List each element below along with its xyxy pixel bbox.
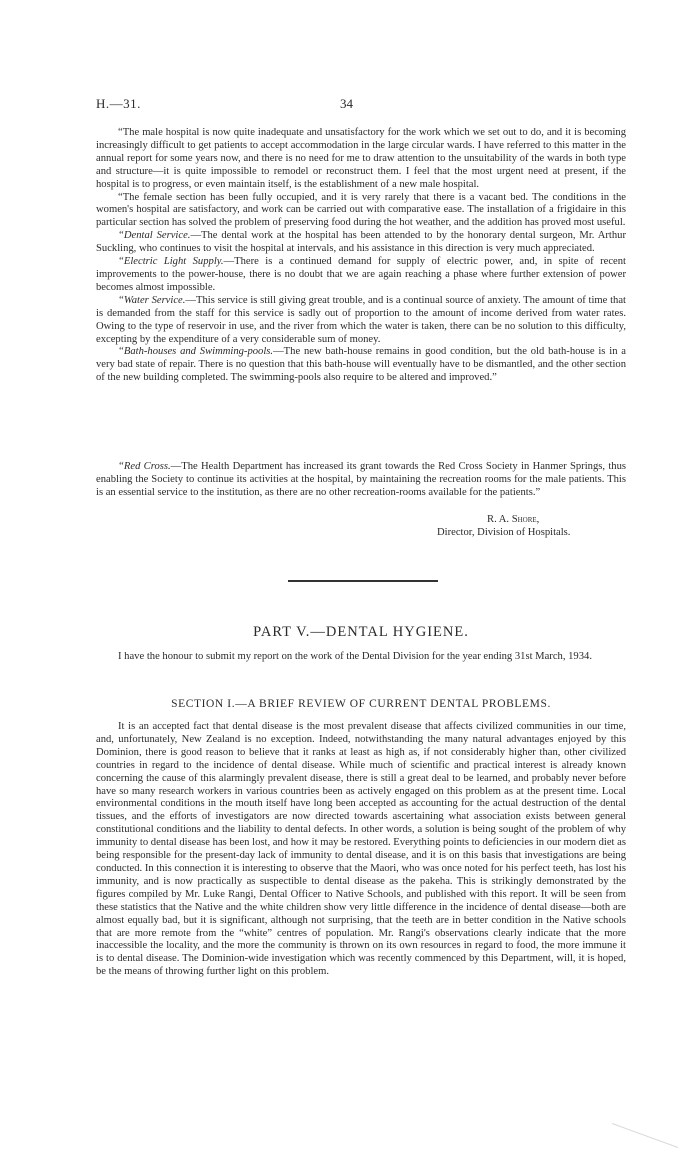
paragraph-dental-review: It is an accepted fact that dental disease is the most prevalent disease that affects civilized communities in our time, and, unfortunately, New Zealand is no exception. Indeed, notwithstanding the many natural advantages enjoyed by this Dominion, there is good reason to believe that it ranks at least as high as, if not considerably higher than, other civilized countries in regard to the incidence of dental disease. While much of scientific and practical interest is already known concerning the cause of this alarmingly prevalent disease, there is still a great deal to be learned, and probably never before have so many research workers in various countries been as actively engaged on this problem as at the present time. Local environmental conditions in the mouth itself have long been accepted as accounting for the actual destruction of the dental tissues, and the efforts of investigators are now directed towards ascertaining what association exists between general constitutional conditions and the liability to dental defects. In other words, a solution is being sought of the problem of why immunity to dental disease has been lost, and how it may be restored. Everything points to deficiencies in our modern diet as being responsible for the present-day lack of immunity to dental disease, and it is on this basis that investigations are being conducted. In this connection it is interesting to observe that the Maori, who was once noted for his perfect teeth, has lost his immunity, and is now practically as suspectible to dental disease as the pakeha. This is strikingly demonstrated by the figures compiled by Mr. Luke Rangi, Dental Officer to Native Schools, and published with this report. It will be seen from these statistics that the Native and the white children show very little difference in the incidence of dental disease—both are almost equally bad, but it is significant, although not surprising, that the teeth are in better condition in the Native schools that are more remote from the “white” centres of population. Mr. Rangi's observations clearly indicate that the more inaccessible the locality, and the more the community is thrown on its own resources in regard to food, the more immune it is to dental disease. The Dominion-wide investigation which was recently commenced by this Department, will, it is hoped, be the means of throwing further light on this problem. (96, 721, 626, 978)
red-cross-text (96, 461, 626, 500)
hospital-report-text (96, 127, 626, 385)
scan-mark (612, 1123, 678, 1148)
paragraph-bath-houses: “Bath-houses and Swimming-pools.—The new bath-house remains in good condition, but the old bath-house is in a very bad state of repair. There is no question that this bath-house will eventually have to be dismantled, and the other section of the new building completed. The swimming-pools also require to be altered and improved.” (96, 346, 627, 384)
paragraph-dental-service: “Dental Service.—The dental work at the hospital has been attended to by the honorary dental surgeon, Mr. Arthur Suckling, who continues to visit the hospital at intervals, and his assistance in this direction is very much appreciated. (96, 230, 626, 255)
part-intro (96, 651, 626, 664)
signature-title: Director, Division of Hospitals. (437, 527, 571, 538)
dental-review-text (96, 721, 626, 979)
document-reference: H.—31. (96, 96, 141, 111)
section-divider (288, 580, 438, 582)
paragraph-intro: I have the honour to submit my report on the work of the Dental Division for the year ending 31st March, 1934. (118, 651, 592, 662)
paragraph-electric-light: “Electric Light Supply.—There is a continued demand for supply of electric power, and, in spite of recent improvements to the power-house, there is no doubt that we are again reaching a phase where further extension of power becomes almost impossible. (96, 256, 626, 293)
page-number: 34 (340, 96, 353, 111)
paragraph-water-service: “Water Service.—This service is still giving great trouble, and is a continual source of anxiety. The amount of time that is demanded from the staff for this service is sadly out of proportion to the amount of income derived from water rates. Owing to the type of reservoir in use, and the river from which the water is taken, there can be no solution to this difficulty, excepting by the expenditure of a very considerable sum of money. (96, 294, 626, 345)
section-title: SECTION I.—A BRIEF REVIEW OF CURRENT DENTAL PROBLEMS. (171, 698, 551, 710)
paragraph-male-hospital: “The male hospital is now quite inadequate and unsatisfactory for the work which we set out to do, and it is becoming increasingly difficult to get patients to accept accommodation in the large circular wards. I have referred to this matter in the annual report for some years now, and there is no need for me to draw attention to the unsuitability of the wards in both type and structure—it is quite impossible to remodel or reconstruct them. I feel that the most urgent need at present, if the hospital is to progress, or even maintain itself, is the establishment of a new male hospital. (96, 127, 626, 190)
part-title: PART V.—DENTAL HYGIENE. (253, 624, 469, 640)
paragraph-red-cross: “Red Cross.—The Health Department has increased its grant towards the Red Cross Society in Hanmer Springs, thus enabling the Society to continue its activities at the hospital, by maintaining the recreation rooms for the male patients. This is an essential service to the institution, as there are no other recreation-rooms available for the patients.” (96, 461, 626, 498)
paragraph-female-section: “The female section has been fully occupied, and it is very rarely that there is a vacant bed. The conditions in the women's hospital are satisfactory, and work can be carried out with comparative ease. The installation of a frigidaire in this particular section has solved the problem of preserving food during the hot weather, and the addition has proved most useful. (96, 191, 626, 229)
signature-name: R. A. Shore, (487, 514, 540, 525)
